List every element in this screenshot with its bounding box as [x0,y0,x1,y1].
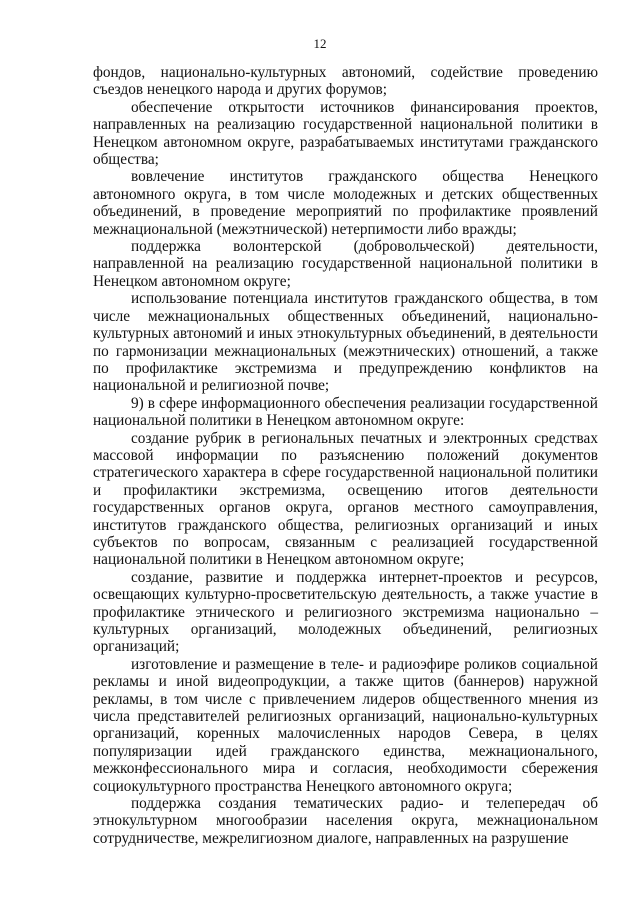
paragraph-7: создание рубрик в региональных печатных и электронных средствах массовой информации по разъяснению положений документов стратегического характера в сфере государственной национальной политики и профилактики экстремизма, освещению итогов деятельности государственных органов округа, органов местного самоуправления, институтов гражданского общества, религиозных организаций и иных субъектов по вопросам, связанным с реализацией государственной национальной политики в Ненецком автономном округе; [93,429,598,569]
paragraph-8: создание, развитие и поддержка интернет-проектов и ресурсов, освещающих культурно-просветительскую деятельность, а также участие в профилактике этнического и религиозного экстремизма национально – культурных организаций, молодежных объединений, религиозных организаций; [93,568,598,656]
paragraph-6: 9) в сфере информационного обеспечения реализации государственной национальной политики в Ненецком автономном округе: [93,394,598,430]
paragraph-10: поддержка создания тематических радио- и телепередач об этнокультурном многообразии населения округа, межнациональном сотрудничестве, межрелигиозном диалоге, направленных на разрушение [93,795,598,847]
paragraph-4: поддержка волонтерской (добровольческой) деятельности, направленной на реализацию государственной национальной политики в Ненецком автономном округе; [93,238,598,290]
document-body [93,64,598,847]
page-number: 12 [313,36,327,51]
paragraph-9: изготовление и размещение в теле- и радиоэфире роликов социальной рекламы и иной видеопродукции, а также щитов (баннеров) наружной рекламы, в том числе с привлечением лидеров общественного мнения из числа представителей религиозных организаций, национально-культурных организаций, коренных малочисленных народов Севера, в целях популяризации идей гражданского единства, межнационального, межконфессионального мира и согласия, необходимости сбережения социокультурного пространства Ненецкого автономного округа; [93,655,598,795]
paragraph-1: фондов, национально-культурных автономий, содействие проведению съездов ненецкого народа и других форумов; [93,64,598,99]
paragraph-5: использование потенциала институтов гражданского общества, в том числе межнациональных общественных объединений, национально-культурных автономий и иных этнокультурных объединений, в деятельности по гармонизации межнациональных (межэтнических) отношений, а также по профилактике экстремизма и предупреждению конфликтов на национальной и религиозной почве; [93,290,598,395]
paragraph-2: обеспечение открытости источников финансирования проектов, направленных на реализацию государственной национальной политики в Ненецком автономном округе, разрабатываемых институтами гражданского общества; [93,98,598,169]
paragraph-3: вовлечение институтов гражданского общества Ненецкого автономного округа, в том числе молодежных и детских общественных объединений, в проведение мероприятий по профилактике проявлений межнациональной (межэтнической) нетерпимости либо вражды; [93,168,598,238]
